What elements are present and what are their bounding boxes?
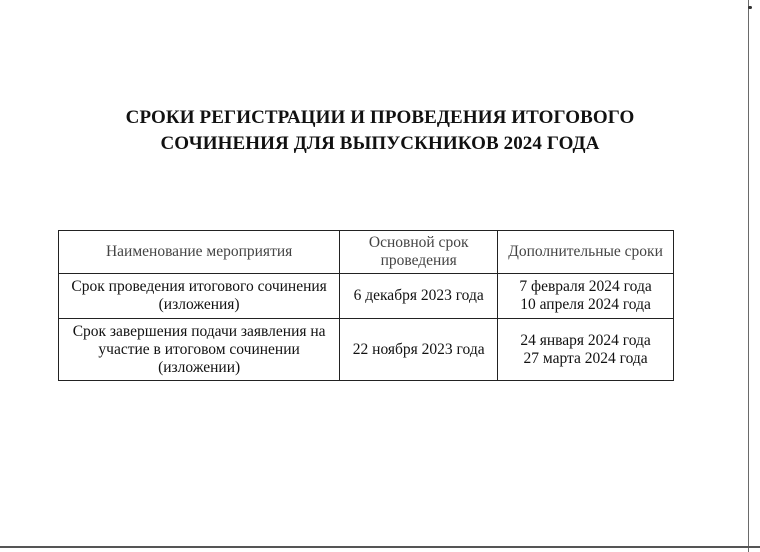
main-date-cell: 22 ноября 2023 года (340, 319, 498, 381)
event-cell: Срок завершения подачи заявления на участие в итоговом сочинении (изложении) (59, 319, 340, 381)
extra-date: 24 января 2024 года (520, 331, 651, 349)
scan-speck (748, 6, 752, 9)
extra-date: 27 марта 2024 года (523, 349, 648, 367)
extra-date: 10 апреля 2024 года (520, 296, 651, 313)
table-header-row (59, 231, 674, 274)
extra-dates-cell (498, 274, 674, 319)
page-edge-bottom (0, 546, 760, 548)
header-main-date: Основной срок проведения (340, 231, 498, 274)
deadlines-table (58, 230, 674, 381)
table-row (59, 274, 674, 319)
table-row (59, 319, 674, 381)
header-extra-dates: Дополнительные сроки (498, 231, 674, 274)
title-line-2: СОЧИНЕНИЯ ДЛЯ ВЫПУСКНИКОВ 2024 ГОДА (160, 132, 600, 154)
event-cell: Срок проведения итогового сочинения (изложения) (59, 274, 340, 319)
header-event-name: Наименование мероприятия (59, 231, 340, 274)
page-edge-right (748, 0, 749, 552)
document-title (60, 105, 700, 157)
title-line-1: СРОКИ РЕГИСТРАЦИИ И ПРОВЕДЕНИЯ ИТОГОВОГО (125, 106, 635, 128)
extra-dates-cell (498, 319, 674, 381)
main-date-cell: 6 декабря 2023 года (340, 274, 498, 319)
extra-date: 7 февраля 2024 года (519, 278, 652, 295)
